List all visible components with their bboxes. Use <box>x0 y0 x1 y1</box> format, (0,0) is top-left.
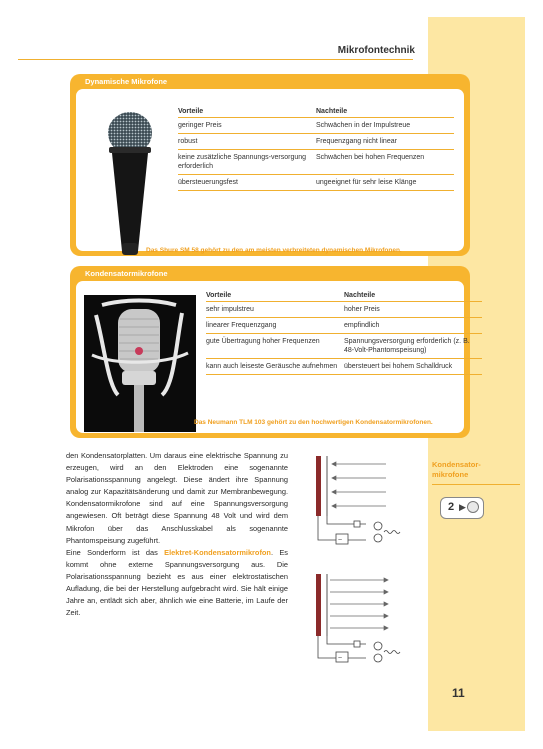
condenser-principle-diagram-top <box>296 450 416 550</box>
running-header: Mikrofontechnik <box>337 45 415 56</box>
neumann-tlm103-image <box>84 295 196 432</box>
text-run: Eine Sonderform ist das <box>66 547 165 557</box>
panel-title: Kondensatormikrofone <box>85 269 168 278</box>
con-cell: ungeeignet für sehr leise Klänge <box>316 175 454 191</box>
svg-text:~: ~ <box>338 537 343 544</box>
sidebar-topic-label: Kondensator-mikrofone <box>432 460 481 479</box>
pros-header: Vorteile <box>206 291 344 302</box>
dynamic-microphones-panel <box>70 74 470 256</box>
dynamic-pros-cons-table <box>178 107 454 191</box>
condenser-principle-diagram-bottom <box>296 568 416 668</box>
table-row <box>206 359 482 375</box>
pros-header: Vorteile <box>178 107 316 118</box>
pro-cell: gute Übertragung hoher Frequenzen <box>206 334 344 359</box>
con-cell: Frequenzgang nicht linear <box>316 134 454 150</box>
shure-sm58-image <box>104 111 156 259</box>
highlighted-term: Elektret-Kondensatormikrofon <box>164 547 271 557</box>
body-paragraph <box>66 547 288 620</box>
pro-cell: linearer Frequenzgang <box>206 318 344 334</box>
image-caption: Das Shure SM 58 gehört zu den am meisten verbreiteten dynamischen Mikrofonen. <box>146 247 402 254</box>
reference-number: 2 <box>448 501 455 513</box>
header-rule <box>18 59 413 60</box>
panel-body <box>76 281 470 433</box>
table-row <box>178 175 454 191</box>
panel-body <box>76 89 464 254</box>
disc-icon <box>467 501 479 513</box>
sidebar-rule <box>432 484 520 485</box>
media-reference-badge <box>440 497 484 519</box>
table-header-row <box>178 107 454 118</box>
con-cell: Schwächen in der Impulstreue <box>316 118 454 134</box>
table-row <box>178 150 454 175</box>
table-row <box>178 118 454 134</box>
pro-cell: keine zusätzliche Spannungs-versorgung erforderlich <box>178 150 316 175</box>
pro-cell: robust <box>178 134 316 150</box>
svg-text:~: ~ <box>338 655 343 662</box>
pro-cell: geringer Preis <box>178 118 316 134</box>
image-caption: Das Neumann TLM 103 gehört zu den hochwertigen Kondensatormikrofonen. <box>194 419 433 426</box>
table-row <box>206 302 482 318</box>
pro-cell: sehr impulstreu <box>206 302 344 318</box>
condenser-pros-cons-table <box>206 291 482 375</box>
con-cell: empfindlich <box>344 318 482 334</box>
con-cell: übersteuert bei hohem Schalldruck <box>344 359 482 375</box>
con-cell: Schwächen bei hohen Frequenzen <box>316 150 454 175</box>
table-header-row <box>206 291 482 302</box>
table-row <box>178 134 454 150</box>
body-text <box>66 450 288 619</box>
panel-title: Dynamische Mikrofone <box>85 77 168 86</box>
condenser-microphones-panel <box>70 266 470 438</box>
table-row <box>206 334 482 359</box>
pro-cell: kann auch leiseste Geräusche aufnehmen <box>206 359 344 375</box>
page-number: 11 <box>452 686 465 700</box>
text-run: . Es kommt ohne externe Spannungsversorgung aus. Die Polarisationsspannung bezieht es aus einer elektrostatischen Aufladung, die bei der Herstellung aufgebracht wird. Sie hält einige Jahre an, entlädt sich aber, ähnlich wie eine Batterie, im Laufe der Zeit. <box>66 547 288 618</box>
cons-header: Nachteile <box>316 107 454 118</box>
con-cell: Spannungsversorgung erforderlich (z. B. 48-Volt-Phantomspeisung) <box>344 334 482 359</box>
pro-cell: übersteuerungsfest <box>178 175 316 191</box>
play-arrow-icon: ▶ <box>459 502 466 512</box>
body-paragraph: den Kondensatorplatten. Um daraus eine elektrische Spannung zu erzeugen, wird an den Elektroden eine sogenannte Polarisationsspannung angelegt. Diese ändert ihre Spannung analog zur Kapazitätsänderung und damit zur Membranbewegung. Kondensatormikrofone sind auf eine Spannungsversorgung angewiesen. Oft beträgt diese Spannung 48 Volt und wird dem Mikrofon über das Anschlusskabel als sogenannte Phantomspeisung zugeführt. <box>66 451 288 545</box>
cons-header: Nachteile <box>344 291 482 302</box>
con-cell: hoher Preis <box>344 302 482 318</box>
table-row <box>206 318 482 334</box>
